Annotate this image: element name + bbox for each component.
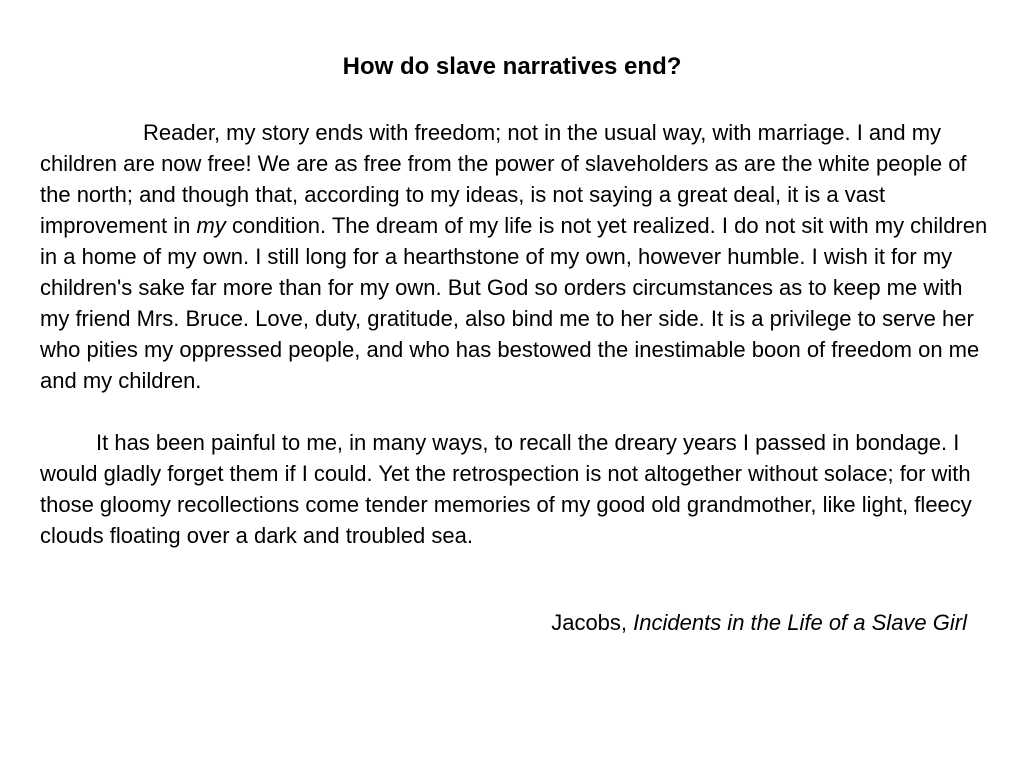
- paragraph-1-emphasis: my: [196, 213, 226, 238]
- quote-body: [40, 117, 990, 551]
- attribution-work-title: Incidents in the Life of a Slave Girl: [633, 610, 967, 635]
- quote-paragraph-2: It has been painful to me, in many ways, to recall the dreary years I passed in bondage. I would gladly forget them if I could. Yet the retrospection is not altogether without solace; for with those gloomy recollections come tender memories of my good old grandmother, like light, fleecy clouds floating over a dark and troubled sea.: [40, 430, 972, 548]
- paragraph-1-part-2: condition. The dream of my life is not yet realized. I do not sit with my children in a home of my own. I still long for a hearthstone of my own, however humble. I wish it for my children's sake far more than for my own. But God so orders circumstances as to keep me with my friend Mrs. Bruce. Love, duty, gratitude, also bind me to her side. It is a privilege to serve her who pities my oppressed people, and who has bestowed the inestimable boon of freedom on me and my children.: [40, 213, 988, 393]
- quote-paragraph-1: [40, 117, 990, 396]
- paragraph-1-part-1: Reader, my story ends with freedom; not in the usual way, with marriage. I and my children are now free! We are as free from the power of slaveholders as are the white people of the north; and though that, according to my ideas, is not saying a great deal, it is a vast improvement in: [40, 120, 967, 238]
- attribution: [0, 607, 967, 638]
- slide-title: How do slave narratives end?: [342, 53, 682, 80]
- attribution-author: Jacobs,: [551, 610, 634, 635]
